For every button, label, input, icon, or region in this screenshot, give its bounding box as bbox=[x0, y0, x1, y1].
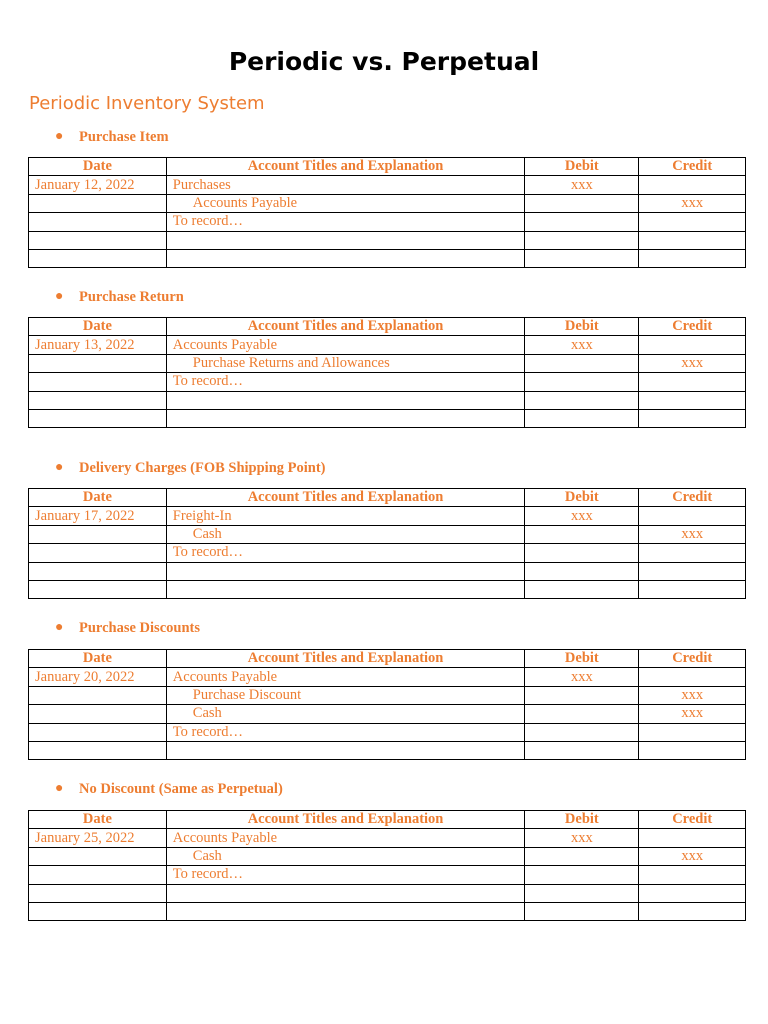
account-cell: To record… bbox=[166, 373, 525, 391]
table-row bbox=[29, 231, 746, 249]
credit-cell: xxx bbox=[639, 354, 746, 372]
date-cell bbox=[29, 249, 167, 267]
table-row bbox=[29, 194, 746, 212]
date-cell bbox=[29, 409, 167, 427]
account-cell bbox=[166, 562, 525, 580]
debit-cell bbox=[525, 249, 639, 267]
bullet-icon: ● bbox=[55, 460, 64, 475]
debit-cell bbox=[525, 741, 639, 759]
debit-cell bbox=[525, 409, 639, 427]
header-credit: Credit bbox=[639, 158, 746, 176]
header-account: Account Titles and Explanation bbox=[166, 811, 525, 829]
account-cell: Cash bbox=[166, 847, 525, 865]
section-subtitle: Periodic Inventory System bbox=[29, 93, 265, 114]
table-row bbox=[29, 391, 746, 409]
debit-cell bbox=[525, 705, 639, 723]
table-row bbox=[29, 525, 746, 543]
account-cell bbox=[166, 249, 525, 267]
table-row bbox=[29, 902, 746, 920]
journal-table bbox=[28, 317, 746, 428]
credit-cell bbox=[639, 176, 746, 194]
header-credit: Credit bbox=[639, 489, 746, 507]
account-cell: To record… bbox=[166, 866, 525, 884]
header-credit: Credit bbox=[639, 650, 746, 668]
date-cell bbox=[29, 884, 167, 902]
table-row bbox=[29, 336, 746, 354]
table-row bbox=[29, 562, 746, 580]
header-row bbox=[29, 318, 746, 336]
debit-cell: xxx bbox=[525, 336, 639, 354]
account-cell: To record… bbox=[166, 213, 525, 231]
section-heading: Delivery Charges (FOB Shipping Point) bbox=[79, 460, 326, 476]
account-cell: To record… bbox=[166, 723, 525, 741]
debit-cell bbox=[525, 391, 639, 409]
table-row bbox=[29, 373, 746, 391]
table-row bbox=[29, 507, 746, 525]
account-cell: Purchase Discount bbox=[166, 686, 525, 704]
debit-cell bbox=[525, 884, 639, 902]
table-row bbox=[29, 847, 746, 865]
date-cell bbox=[29, 525, 167, 543]
credit-cell bbox=[639, 249, 746, 267]
table-row bbox=[29, 866, 746, 884]
date-cell bbox=[29, 866, 167, 884]
table-row bbox=[29, 544, 746, 562]
account-cell bbox=[166, 741, 525, 759]
date-cell bbox=[29, 391, 167, 409]
date-cell bbox=[29, 544, 167, 562]
date-cell bbox=[29, 562, 167, 580]
journal-section bbox=[0, 127, 768, 230]
account-cell bbox=[166, 409, 525, 427]
account-cell bbox=[166, 391, 525, 409]
credit-cell bbox=[639, 723, 746, 741]
date-cell bbox=[29, 194, 167, 212]
credit-cell bbox=[639, 544, 746, 562]
bullet-icon: ● bbox=[55, 289, 64, 304]
table-row bbox=[29, 213, 746, 231]
debit-cell bbox=[525, 686, 639, 704]
account-cell bbox=[166, 231, 525, 249]
date-cell bbox=[29, 741, 167, 759]
table-row bbox=[29, 741, 746, 759]
credit-cell bbox=[639, 866, 746, 884]
credit-cell bbox=[639, 829, 746, 847]
header-row bbox=[29, 811, 746, 829]
account-cell: Cash bbox=[166, 525, 525, 543]
bullet-icon: ● bbox=[55, 620, 64, 635]
page-title: Periodic vs. Perpetual bbox=[228, 47, 540, 76]
debit-cell: xxx bbox=[525, 507, 639, 525]
credit-cell bbox=[639, 373, 746, 391]
header-date: Date bbox=[29, 811, 167, 829]
journal-section bbox=[0, 779, 768, 883]
account-cell: Cash bbox=[166, 705, 525, 723]
table-row bbox=[29, 409, 746, 427]
header-row bbox=[29, 489, 746, 507]
journal-section bbox=[0, 287, 768, 390]
debit-cell bbox=[525, 354, 639, 372]
header-credit: Credit bbox=[639, 811, 746, 829]
debit-cell bbox=[525, 231, 639, 249]
credit-cell bbox=[639, 580, 746, 598]
account-cell bbox=[166, 902, 525, 920]
header-credit: Credit bbox=[639, 318, 746, 336]
date-cell bbox=[29, 373, 167, 391]
debit-cell bbox=[525, 902, 639, 920]
header-date: Date bbox=[29, 318, 167, 336]
bullet-icon: ● bbox=[55, 129, 64, 144]
date-cell bbox=[29, 354, 167, 372]
table-row bbox=[29, 354, 746, 372]
date-cell bbox=[29, 723, 167, 741]
table-row bbox=[29, 176, 746, 194]
date-cell: January 20, 2022 bbox=[29, 668, 167, 686]
section-heading: Purchase Discounts bbox=[79, 620, 200, 636]
debit-cell bbox=[525, 562, 639, 580]
debit-cell bbox=[525, 544, 639, 562]
table-row bbox=[29, 705, 746, 723]
header-debit: Debit bbox=[525, 318, 639, 336]
debit-cell bbox=[525, 723, 639, 741]
table-row bbox=[29, 580, 746, 598]
table-row bbox=[29, 829, 746, 847]
section-heading: No Discount (Same as Perpetual) bbox=[79, 781, 283, 797]
credit-cell bbox=[639, 741, 746, 759]
header-row bbox=[29, 650, 746, 668]
bullet-icon: ● bbox=[55, 781, 64, 796]
credit-cell bbox=[639, 884, 746, 902]
table-row bbox=[29, 668, 746, 686]
debit-cell: xxx bbox=[525, 176, 639, 194]
account-cell: Freight-In bbox=[166, 507, 525, 525]
journal-section bbox=[0, 458, 768, 561]
header-debit: Debit bbox=[525, 811, 639, 829]
credit-cell bbox=[639, 668, 746, 686]
debit-cell bbox=[525, 847, 639, 865]
debit-cell: xxx bbox=[525, 668, 639, 686]
bullet-heading bbox=[0, 458, 768, 478]
bullet-heading bbox=[0, 779, 768, 799]
credit-cell: xxx bbox=[639, 705, 746, 723]
debit-cell: xxx bbox=[525, 829, 639, 847]
debit-cell bbox=[525, 866, 639, 884]
debit-cell bbox=[525, 213, 639, 231]
header-account: Account Titles and Explanation bbox=[166, 158, 525, 176]
account-cell bbox=[166, 884, 525, 902]
account-cell bbox=[166, 580, 525, 598]
credit-cell bbox=[639, 902, 746, 920]
date-cell bbox=[29, 580, 167, 598]
date-cell bbox=[29, 902, 167, 920]
table-row bbox=[29, 723, 746, 741]
date-cell bbox=[29, 847, 167, 865]
date-cell: January 12, 2022 bbox=[29, 176, 167, 194]
debit-cell bbox=[525, 580, 639, 598]
credit-cell bbox=[639, 391, 746, 409]
section-heading: Purchase Item bbox=[79, 129, 169, 145]
credit-cell bbox=[639, 213, 746, 231]
header-debit: Debit bbox=[525, 158, 639, 176]
header-row bbox=[29, 158, 746, 176]
credit-cell bbox=[639, 507, 746, 525]
bullet-heading bbox=[0, 287, 768, 307]
account-cell: Accounts Payable bbox=[166, 336, 525, 354]
date-cell: January 25, 2022 bbox=[29, 829, 167, 847]
account-cell: Accounts Payable bbox=[166, 829, 525, 847]
credit-cell bbox=[639, 409, 746, 427]
account-cell: To record… bbox=[166, 544, 525, 562]
account-cell: Purchases bbox=[166, 176, 525, 194]
table-row bbox=[29, 249, 746, 267]
journal-table bbox=[28, 488, 746, 599]
account-cell: Accounts Payable bbox=[166, 668, 525, 686]
date-cell bbox=[29, 213, 167, 231]
debit-cell bbox=[525, 194, 639, 212]
credit-cell bbox=[639, 336, 746, 354]
credit-cell: xxx bbox=[639, 525, 746, 543]
date-cell bbox=[29, 231, 167, 249]
table-row bbox=[29, 884, 746, 902]
date-cell: January 13, 2022 bbox=[29, 336, 167, 354]
bullet-heading bbox=[0, 127, 768, 147]
header-debit: Debit bbox=[525, 489, 639, 507]
header-account: Account Titles and Explanation bbox=[166, 489, 525, 507]
date-cell bbox=[29, 705, 167, 723]
journal-table bbox=[28, 810, 746, 921]
credit-cell: xxx bbox=[639, 847, 746, 865]
debit-cell bbox=[525, 525, 639, 543]
account-cell: Accounts Payable bbox=[166, 194, 525, 212]
header-date: Date bbox=[29, 158, 167, 176]
bullet-heading bbox=[0, 618, 768, 638]
journal-table bbox=[28, 157, 746, 268]
credit-cell: xxx bbox=[639, 194, 746, 212]
credit-cell bbox=[639, 562, 746, 580]
credit-cell: xxx bbox=[639, 686, 746, 704]
account-cell: Purchase Returns and Allowances bbox=[166, 354, 525, 372]
date-cell bbox=[29, 686, 167, 704]
table-row bbox=[29, 686, 746, 704]
journal-table bbox=[28, 649, 746, 760]
header-date: Date bbox=[29, 650, 167, 668]
date-cell: January 17, 2022 bbox=[29, 507, 167, 525]
header-date: Date bbox=[29, 489, 167, 507]
header-account: Account Titles and Explanation bbox=[166, 318, 525, 336]
section-heading: Purchase Return bbox=[79, 289, 184, 305]
journal-section bbox=[0, 618, 768, 740]
header-debit: Debit bbox=[525, 650, 639, 668]
credit-cell bbox=[639, 231, 746, 249]
debit-cell bbox=[525, 373, 639, 391]
header-account: Account Titles and Explanation bbox=[166, 650, 525, 668]
